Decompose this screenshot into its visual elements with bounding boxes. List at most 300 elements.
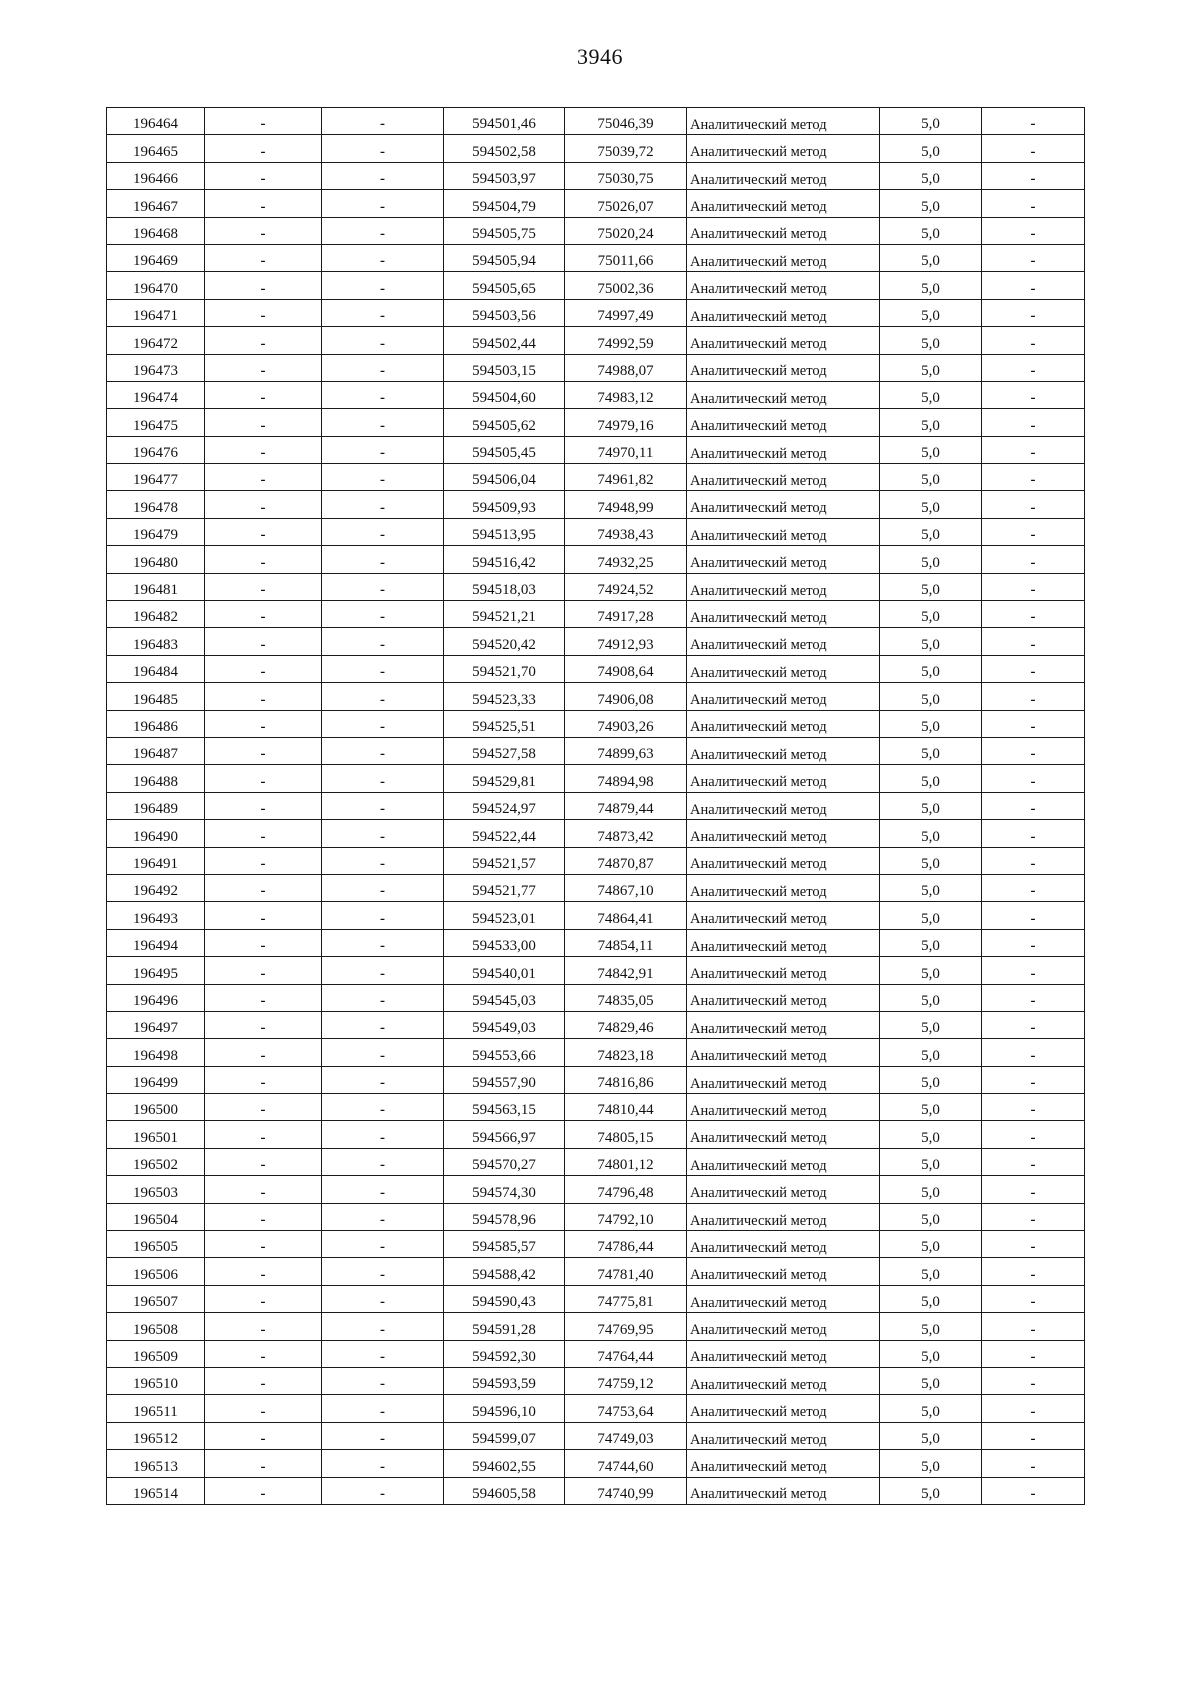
accuracy-cell: 5,0 xyxy=(880,1395,982,1422)
accuracy-cell: 5,0 xyxy=(880,409,982,436)
y-coordinate-cell: 74992,59 xyxy=(565,327,687,354)
x-coordinate-cell: 594506,04 xyxy=(444,464,565,491)
dash-cell-c: - xyxy=(982,1477,1085,1504)
table-row xyxy=(107,710,1085,737)
x-coordinate-cell: 594599,07 xyxy=(444,1422,565,1449)
dash-cell-c: - xyxy=(982,327,1085,354)
method-cell: Аналитический метод xyxy=(687,436,880,463)
point-number-cell: 196476 xyxy=(107,436,205,463)
method-cell: Аналитический метод xyxy=(687,601,880,628)
x-coordinate-cell: 594521,21 xyxy=(444,601,565,628)
table-row xyxy=(107,1231,1085,1258)
dash-cell-b: - xyxy=(322,546,444,573)
method-cell: Аналитический метод xyxy=(687,1285,880,1312)
dash-cell-c: - xyxy=(982,381,1085,408)
dash-cell-c: - xyxy=(982,628,1085,655)
dash-cell-b: - xyxy=(322,244,444,271)
dash-cell-b: - xyxy=(322,683,444,710)
x-coordinate-cell: 594505,62 xyxy=(444,409,565,436)
dash-cell-a: - xyxy=(205,1285,322,1312)
table-row xyxy=(107,518,1085,545)
y-coordinate-cell: 74786,44 xyxy=(565,1231,687,1258)
dash-cell-a: - xyxy=(205,464,322,491)
method-cell: Аналитический метод xyxy=(687,272,880,299)
accuracy-cell: 5,0 xyxy=(880,957,982,984)
method-cell: Аналитический метод xyxy=(687,1450,880,1477)
point-number-cell: 196488 xyxy=(107,765,205,792)
point-number-cell: 196503 xyxy=(107,1176,205,1203)
dash-cell-a: - xyxy=(205,1477,322,1504)
dash-cell-b: - xyxy=(322,491,444,518)
dash-cell-b: - xyxy=(322,655,444,682)
method-cell: Аналитический метод xyxy=(687,409,880,436)
accuracy-cell: 5,0 xyxy=(880,655,982,682)
point-number-cell: 196511 xyxy=(107,1395,205,1422)
x-coordinate-cell: 594524,97 xyxy=(444,792,565,819)
table-row xyxy=(107,765,1085,792)
dash-cell-b: - xyxy=(322,1477,444,1504)
method-cell: Аналитический метод xyxy=(687,546,880,573)
table-row xyxy=(107,902,1085,929)
y-coordinate-cell: 74744,60 xyxy=(565,1450,687,1477)
point-number-cell: 196508 xyxy=(107,1313,205,1340)
dash-cell-b: - xyxy=(322,1066,444,1093)
point-number-cell: 196492 xyxy=(107,874,205,901)
accuracy-cell: 5,0 xyxy=(880,1039,982,1066)
dash-cell-c: - xyxy=(982,135,1085,162)
dash-cell-c: - xyxy=(982,601,1085,628)
table-row xyxy=(107,1203,1085,1230)
dash-cell-b: - xyxy=(322,765,444,792)
dash-cell-a: - xyxy=(205,381,322,408)
point-number-cell: 196485 xyxy=(107,683,205,710)
point-number-cell: 196494 xyxy=(107,929,205,956)
method-cell: Аналитический метод xyxy=(687,957,880,984)
dash-cell-c: - xyxy=(982,792,1085,819)
point-number-cell: 196507 xyxy=(107,1285,205,1312)
point-number-cell: 196484 xyxy=(107,655,205,682)
dash-cell-c: - xyxy=(982,847,1085,874)
point-number-cell: 196491 xyxy=(107,847,205,874)
table-row xyxy=(107,409,1085,436)
table-row xyxy=(107,217,1085,244)
table-row xyxy=(107,655,1085,682)
table-row xyxy=(107,1148,1085,1175)
table-row xyxy=(107,929,1085,956)
y-coordinate-cell: 74988,07 xyxy=(565,354,687,381)
y-coordinate-cell: 74769,95 xyxy=(565,1313,687,1340)
table-row xyxy=(107,272,1085,299)
method-cell: Аналитический метод xyxy=(687,1258,880,1285)
dash-cell-c: - xyxy=(982,1285,1085,1312)
dash-cell-b: - xyxy=(322,1094,444,1121)
table-row xyxy=(107,1011,1085,1038)
x-coordinate-cell: 594503,97 xyxy=(444,162,565,189)
dash-cell-c: - xyxy=(982,108,1085,135)
point-number-cell: 196483 xyxy=(107,628,205,655)
dash-cell-b: - xyxy=(322,737,444,764)
dash-cell-a: - xyxy=(205,546,322,573)
dash-cell-b: - xyxy=(322,1176,444,1203)
table-row xyxy=(107,957,1085,984)
x-coordinate-cell: 594588,42 xyxy=(444,1258,565,1285)
table-row xyxy=(107,1477,1085,1504)
point-number-cell: 196510 xyxy=(107,1367,205,1394)
x-coordinate-cell: 594602,55 xyxy=(444,1450,565,1477)
dash-cell-b: - xyxy=(322,1121,444,1148)
y-coordinate-cell: 74906,08 xyxy=(565,683,687,710)
accuracy-cell: 5,0 xyxy=(880,902,982,929)
method-cell: Аналитический метод xyxy=(687,737,880,764)
accuracy-cell: 5,0 xyxy=(880,1477,982,1504)
y-coordinate-cell: 74805,15 xyxy=(565,1121,687,1148)
accuracy-cell: 5,0 xyxy=(880,381,982,408)
x-coordinate-cell: 594504,79 xyxy=(444,190,565,217)
table-row xyxy=(107,1066,1085,1093)
y-coordinate-cell: 74816,86 xyxy=(565,1066,687,1093)
point-number-cell: 196509 xyxy=(107,1340,205,1367)
table-row xyxy=(107,1340,1085,1367)
y-coordinate-cell: 74879,44 xyxy=(565,792,687,819)
table-row xyxy=(107,1313,1085,1340)
dash-cell-a: - xyxy=(205,628,322,655)
method-cell: Аналитический метод xyxy=(687,1422,880,1449)
dash-cell-b: - xyxy=(322,381,444,408)
x-coordinate-cell: 594590,43 xyxy=(444,1285,565,1312)
x-coordinate-cell: 594591,28 xyxy=(444,1313,565,1340)
dash-cell-c: - xyxy=(982,217,1085,244)
dash-cell-c: - xyxy=(982,464,1085,491)
dash-cell-a: - xyxy=(205,518,322,545)
y-coordinate-cell: 74749,03 xyxy=(565,1422,687,1449)
accuracy-cell: 5,0 xyxy=(880,1231,982,1258)
dash-cell-c: - xyxy=(982,984,1085,1011)
dash-cell-b: - xyxy=(322,710,444,737)
y-coordinate-cell: 74867,10 xyxy=(565,874,687,901)
dash-cell-a: - xyxy=(205,135,322,162)
dash-cell-b: - xyxy=(322,354,444,381)
accuracy-cell: 5,0 xyxy=(880,847,982,874)
x-coordinate-cell: 594521,77 xyxy=(444,874,565,901)
point-number-cell: 196506 xyxy=(107,1258,205,1285)
dash-cell-a: - xyxy=(205,436,322,463)
method-cell: Аналитический метод xyxy=(687,820,880,847)
y-coordinate-cell: 74961,82 xyxy=(565,464,687,491)
point-number-cell: 196474 xyxy=(107,381,205,408)
table-row xyxy=(107,683,1085,710)
dash-cell-a: - xyxy=(205,655,322,682)
x-coordinate-cell: 594578,96 xyxy=(444,1203,565,1230)
y-coordinate-cell: 74979,16 xyxy=(565,409,687,436)
dash-cell-a: - xyxy=(205,1039,322,1066)
dash-cell-b: - xyxy=(322,518,444,545)
table-row xyxy=(107,601,1085,628)
dash-cell-c: - xyxy=(982,162,1085,189)
point-number-cell: 196504 xyxy=(107,1203,205,1230)
point-number-cell: 196480 xyxy=(107,546,205,573)
y-coordinate-cell: 74810,44 xyxy=(565,1094,687,1121)
dash-cell-b: - xyxy=(322,190,444,217)
table-row xyxy=(107,162,1085,189)
accuracy-cell: 5,0 xyxy=(880,464,982,491)
method-cell: Аналитический метод xyxy=(687,655,880,682)
table-row xyxy=(107,135,1085,162)
point-number-cell: 196496 xyxy=(107,984,205,1011)
table-row xyxy=(107,299,1085,326)
dash-cell-c: - xyxy=(982,1011,1085,1038)
dash-cell-a: - xyxy=(205,847,322,874)
dash-cell-b: - xyxy=(322,1422,444,1449)
x-coordinate-cell: 594502,44 xyxy=(444,327,565,354)
dash-cell-c: - xyxy=(982,244,1085,271)
method-cell: Аналитический метод xyxy=(687,710,880,737)
dash-cell-a: - xyxy=(205,1148,322,1175)
accuracy-cell: 5,0 xyxy=(880,1285,982,1312)
method-cell: Аналитический метод xyxy=(687,1313,880,1340)
dash-cell-c: - xyxy=(982,1231,1085,1258)
accuracy-cell: 5,0 xyxy=(880,327,982,354)
accuracy-cell: 5,0 xyxy=(880,1148,982,1175)
accuracy-cell: 5,0 xyxy=(880,1066,982,1093)
y-coordinate-cell: 74796,48 xyxy=(565,1176,687,1203)
dash-cell-b: - xyxy=(322,929,444,956)
y-coordinate-cell: 74917,28 xyxy=(565,601,687,628)
accuracy-cell: 5,0 xyxy=(880,272,982,299)
dash-cell-a: - xyxy=(205,1340,322,1367)
method-cell: Аналитический метод xyxy=(687,929,880,956)
y-coordinate-cell: 74740,99 xyxy=(565,1477,687,1504)
table-row xyxy=(107,628,1085,655)
y-coordinate-cell: 75030,75 xyxy=(565,162,687,189)
dash-cell-a: - xyxy=(205,299,322,326)
y-coordinate-cell: 74764,44 xyxy=(565,1340,687,1367)
method-cell: Аналитический метод xyxy=(687,1094,880,1121)
x-coordinate-cell: 594545,03 xyxy=(444,984,565,1011)
accuracy-cell: 5,0 xyxy=(880,491,982,518)
accuracy-cell: 5,0 xyxy=(880,299,982,326)
dash-cell-b: - xyxy=(322,1203,444,1230)
dash-cell-b: - xyxy=(322,1258,444,1285)
dash-cell-b: - xyxy=(322,1039,444,1066)
dash-cell-a: - xyxy=(205,1176,322,1203)
dash-cell-b: - xyxy=(322,272,444,299)
dash-cell-c: - xyxy=(982,874,1085,901)
accuracy-cell: 5,0 xyxy=(880,573,982,600)
dash-cell-a: - xyxy=(205,327,322,354)
dash-cell-b: - xyxy=(322,573,444,600)
page-number: 3946 xyxy=(577,44,623,69)
x-coordinate-cell: 594549,03 xyxy=(444,1011,565,1038)
table-row xyxy=(107,491,1085,518)
y-coordinate-cell: 74792,10 xyxy=(565,1203,687,1230)
dash-cell-c: - xyxy=(982,737,1085,764)
x-coordinate-cell: 594563,15 xyxy=(444,1094,565,1121)
y-coordinate-cell: 74759,12 xyxy=(565,1367,687,1394)
point-number-cell: 196478 xyxy=(107,491,205,518)
y-coordinate-cell: 74948,99 xyxy=(565,491,687,518)
dash-cell-b: - xyxy=(322,1285,444,1312)
point-number-cell: 196501 xyxy=(107,1121,205,1148)
method-cell: Аналитический метод xyxy=(687,299,880,326)
dash-cell-b: - xyxy=(322,1148,444,1175)
method-cell: Аналитический метод xyxy=(687,1477,880,1504)
x-coordinate-cell: 594521,70 xyxy=(444,655,565,682)
dash-cell-c: - xyxy=(982,409,1085,436)
accuracy-cell: 5,0 xyxy=(880,683,982,710)
table-row xyxy=(107,792,1085,819)
table-row xyxy=(107,546,1085,573)
point-number-cell: 196479 xyxy=(107,518,205,545)
dash-cell-a: - xyxy=(205,1094,322,1121)
y-coordinate-cell: 74924,52 xyxy=(565,573,687,600)
accuracy-cell: 5,0 xyxy=(880,190,982,217)
x-coordinate-cell: 594585,57 xyxy=(444,1231,565,1258)
dash-cell-c: - xyxy=(982,1176,1085,1203)
x-coordinate-cell: 594605,58 xyxy=(444,1477,565,1504)
dash-cell-a: - xyxy=(205,1367,322,1394)
dash-cell-a: - xyxy=(205,1422,322,1449)
x-coordinate-cell: 594529,81 xyxy=(444,765,565,792)
dash-cell-b: - xyxy=(322,162,444,189)
x-coordinate-cell: 594505,94 xyxy=(444,244,565,271)
accuracy-cell: 5,0 xyxy=(880,354,982,381)
point-number-cell: 196481 xyxy=(107,573,205,600)
dash-cell-b: - xyxy=(322,957,444,984)
accuracy-cell: 5,0 xyxy=(880,792,982,819)
table-row xyxy=(107,436,1085,463)
point-number-cell: 196493 xyxy=(107,902,205,929)
table-row xyxy=(107,737,1085,764)
y-coordinate-cell: 75026,07 xyxy=(565,190,687,217)
y-coordinate-cell: 75011,66 xyxy=(565,244,687,271)
method-cell: Аналитический метод xyxy=(687,135,880,162)
dash-cell-c: - xyxy=(982,765,1085,792)
y-coordinate-cell: 74894,98 xyxy=(565,765,687,792)
method-cell: Аналитический метод xyxy=(687,464,880,491)
table-row xyxy=(107,354,1085,381)
x-coordinate-cell: 594592,30 xyxy=(444,1340,565,1367)
dash-cell-b: - xyxy=(322,792,444,819)
point-number-cell: 196490 xyxy=(107,820,205,847)
accuracy-cell: 5,0 xyxy=(880,737,982,764)
point-number-cell: 196464 xyxy=(107,108,205,135)
x-coordinate-cell: 594502,58 xyxy=(444,135,565,162)
table-row xyxy=(107,327,1085,354)
dash-cell-c: - xyxy=(982,929,1085,956)
dash-cell-a: - xyxy=(205,1313,322,1340)
x-coordinate-cell: 594513,95 xyxy=(444,518,565,545)
dash-cell-c: - xyxy=(982,957,1085,984)
accuracy-cell: 5,0 xyxy=(880,162,982,189)
y-coordinate-cell: 75039,72 xyxy=(565,135,687,162)
x-coordinate-cell: 594501,46 xyxy=(444,108,565,135)
x-coordinate-cell: 594509,93 xyxy=(444,491,565,518)
dash-cell-c: - xyxy=(982,546,1085,573)
dash-cell-b: - xyxy=(322,1395,444,1422)
dash-cell-c: - xyxy=(982,1340,1085,1367)
dash-cell-c: - xyxy=(982,491,1085,518)
dash-cell-a: - xyxy=(205,737,322,764)
table-row xyxy=(107,108,1085,135)
method-cell: Аналитический метод xyxy=(687,1340,880,1367)
dash-cell-b: - xyxy=(322,1340,444,1367)
method-cell: Аналитический метод xyxy=(687,1395,880,1422)
table-row xyxy=(107,381,1085,408)
point-number-cell: 196489 xyxy=(107,792,205,819)
accuracy-cell: 5,0 xyxy=(880,108,982,135)
method-cell: Аналитический метод xyxy=(687,217,880,244)
point-number-cell: 196465 xyxy=(107,135,205,162)
y-coordinate-cell: 74903,26 xyxy=(565,710,687,737)
x-coordinate-cell: 594503,15 xyxy=(444,354,565,381)
accuracy-cell: 5,0 xyxy=(880,984,982,1011)
dash-cell-c: - xyxy=(982,518,1085,545)
y-coordinate-cell: 74908,64 xyxy=(565,655,687,682)
x-coordinate-cell: 594523,01 xyxy=(444,902,565,929)
dash-cell-b: - xyxy=(322,1367,444,1394)
coordinates-table xyxy=(106,107,1085,1505)
dash-cell-c: - xyxy=(982,1094,1085,1121)
dash-cell-c: - xyxy=(982,1313,1085,1340)
y-coordinate-cell: 74997,49 xyxy=(565,299,687,326)
method-cell: Аналитический метод xyxy=(687,1231,880,1258)
point-number-cell: 196475 xyxy=(107,409,205,436)
dash-cell-a: - xyxy=(205,108,322,135)
table-row xyxy=(107,1367,1085,1394)
dash-cell-b: - xyxy=(322,299,444,326)
dash-cell-c: - xyxy=(982,1395,1085,1422)
x-coordinate-cell: 594525,51 xyxy=(444,710,565,737)
point-number-cell: 196482 xyxy=(107,601,205,628)
y-coordinate-cell: 74873,42 xyxy=(565,820,687,847)
point-number-cell: 196469 xyxy=(107,244,205,271)
dash-cell-a: - xyxy=(205,1231,322,1258)
accuracy-cell: 5,0 xyxy=(880,1422,982,1449)
dash-cell-b: - xyxy=(322,874,444,901)
accuracy-cell: 5,0 xyxy=(880,1367,982,1394)
dash-cell-a: - xyxy=(205,1066,322,1093)
dash-cell-a: - xyxy=(205,820,322,847)
table-row xyxy=(107,874,1085,901)
y-coordinate-cell: 74823,18 xyxy=(565,1039,687,1066)
dash-cell-b: - xyxy=(322,902,444,929)
x-coordinate-cell: 594533,00 xyxy=(444,929,565,956)
method-cell: Аналитический метод xyxy=(687,1121,880,1148)
x-coordinate-cell: 594518,03 xyxy=(444,573,565,600)
accuracy-cell: 5,0 xyxy=(880,1340,982,1367)
x-coordinate-cell: 594521,57 xyxy=(444,847,565,874)
y-coordinate-cell: 74854,11 xyxy=(565,929,687,956)
table-row xyxy=(107,573,1085,600)
dash-cell-a: - xyxy=(205,765,322,792)
point-number-cell: 196477 xyxy=(107,464,205,491)
accuracy-cell: 5,0 xyxy=(880,1203,982,1230)
dash-cell-b: - xyxy=(322,327,444,354)
method-cell: Аналитический метод xyxy=(687,190,880,217)
dash-cell-c: - xyxy=(982,655,1085,682)
method-cell: Аналитический метод xyxy=(687,792,880,819)
table-row xyxy=(107,820,1085,847)
table-row xyxy=(107,1176,1085,1203)
x-coordinate-cell: 594505,75 xyxy=(444,217,565,244)
point-number-cell: 196467 xyxy=(107,190,205,217)
dash-cell-a: - xyxy=(205,217,322,244)
method-cell: Аналитический метод xyxy=(687,381,880,408)
accuracy-cell: 5,0 xyxy=(880,1094,982,1121)
accuracy-cell: 5,0 xyxy=(880,1258,982,1285)
dash-cell-a: - xyxy=(205,1203,322,1230)
dash-cell-c: - xyxy=(982,1039,1085,1066)
